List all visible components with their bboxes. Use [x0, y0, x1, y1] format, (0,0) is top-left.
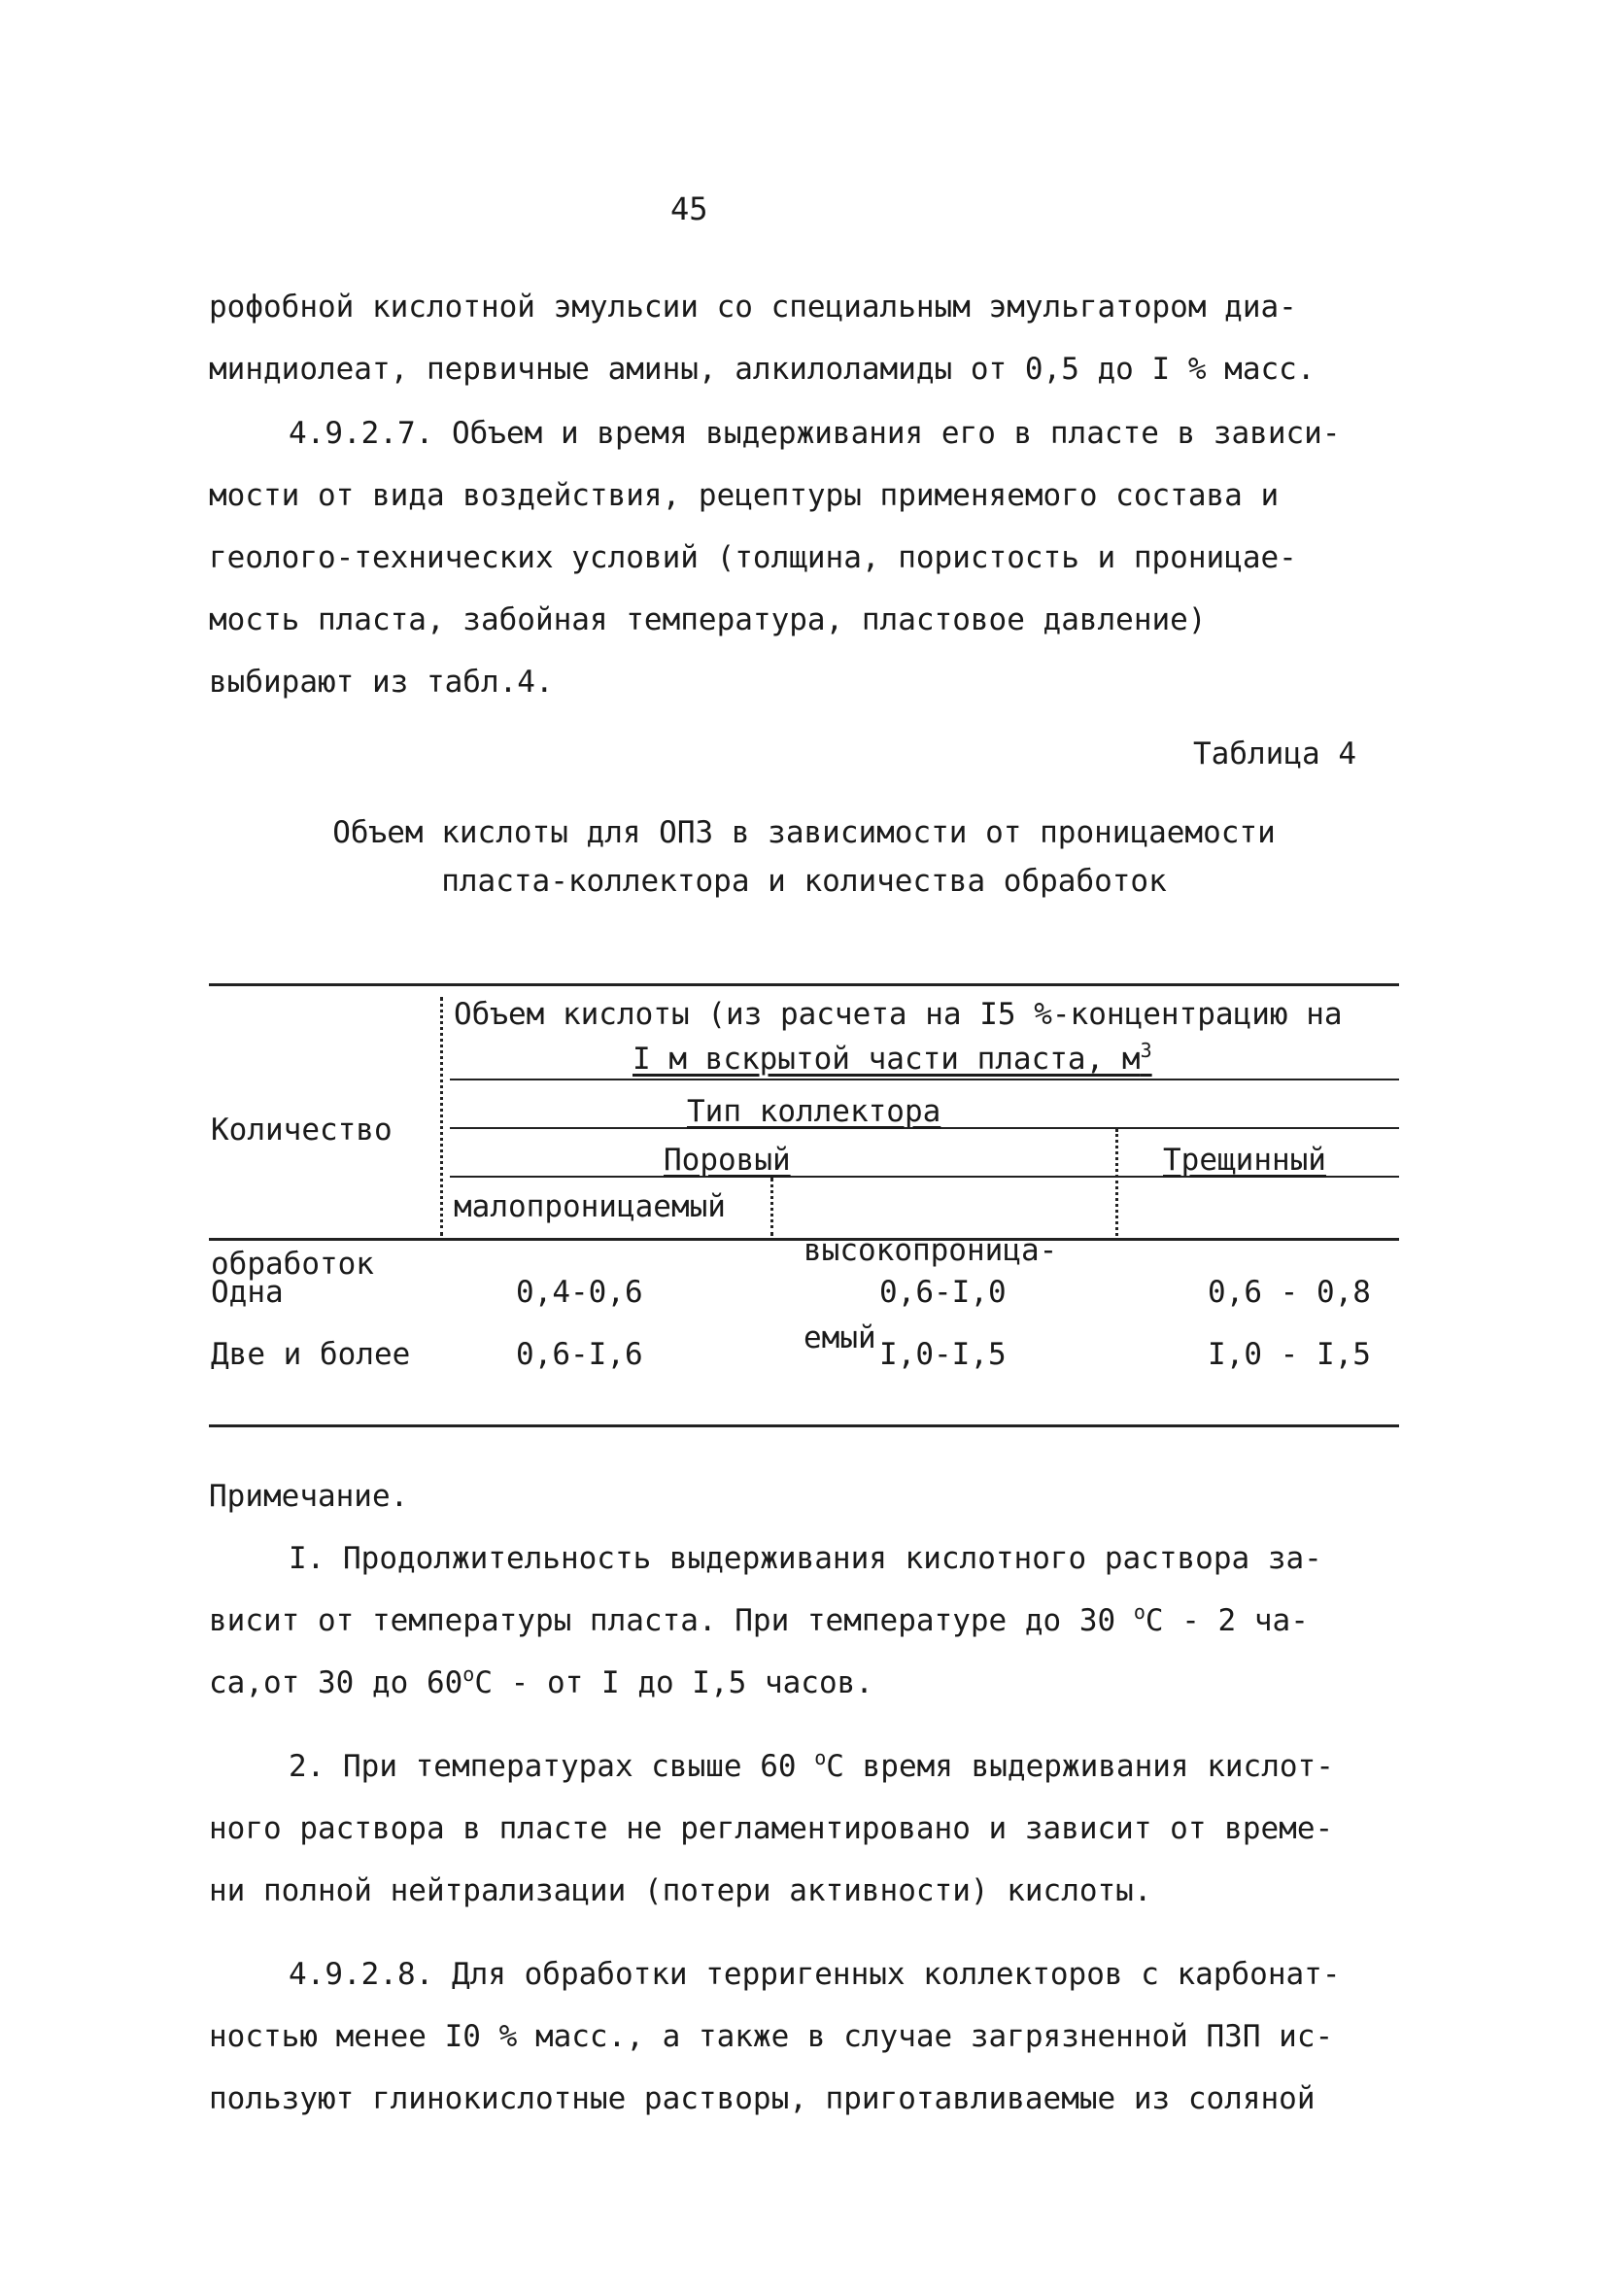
cell-low-perm: 0,6-I,6 [516, 1337, 643, 1372]
table-top-rule [209, 983, 1399, 986]
header-collector-type: Тип коллектора [687, 1094, 941, 1129]
degree-sign: о [462, 1662, 475, 1686]
header-acid-volume-line2-text: I м вскрытой части пласта, м [633, 1042, 1141, 1077]
note-line [209, 1735, 1399, 1798]
header-low-permeable: малопроницаемый [454, 1189, 726, 1224]
text-line: миндиолеат, первичные амины, алкилоламиды от 0,5 до I % масс. [209, 352, 1316, 387]
cell-fractured: I,0 - I,5 [1208, 1337, 1371, 1372]
text-line: мость пласта, забойная температура, пластовое давление) [209, 602, 1207, 637]
cell-fractured: 0,6 - 0,8 [1208, 1275, 1371, 1310]
note-text: С - от I до I,5 часов. [474, 1665, 873, 1700]
text-line: выбирают из табл.4. [209, 665, 554, 700]
cell-high-perm: I,0-I,5 [879, 1337, 1007, 1372]
text-line: мости от вида воздействия, рецептуры применяемого состава и [209, 478, 1280, 513]
cell-low-perm: 0,4-0,6 [516, 1275, 643, 1310]
row-label: Одна [211, 1275, 284, 1310]
note-text: 2. При температурах свыше 60 [289, 1749, 815, 1784]
table-column-separator [440, 997, 443, 1236]
header-treatments-line: обработок [211, 1247, 374, 1282]
table-title-line: Объем кислоты для ОПЗ в зависимости от проницаемости [332, 815, 1276, 850]
text-line: 4.9.2.8. Для обработки терригенных коллекторов с карбонат- [289, 1957, 1341, 1992]
degree-sign: о [814, 1746, 827, 1769]
header-porous: Поровый [664, 1143, 791, 1178]
cubic-superscript: 3 [1140, 1039, 1152, 1062]
header-high-permeable-line: емый [804, 1320, 876, 1355]
degree-sign: о [1133, 1600, 1145, 1624]
table-title [209, 808, 1399, 906]
table-column-separator [770, 1178, 773, 1236]
text-line: пользуют глинокислотные растворы, приготавливаемые из соляной [209, 2081, 1316, 2116]
cell-high-perm: 0,6-I,0 [879, 1275, 1007, 1310]
header-treatments [211, 1018, 393, 1376]
table-bottom-rule [209, 1424, 1399, 1427]
note-label: Примечание. [209, 1479, 409, 1514]
header-fractured: Трещинный [1163, 1143, 1326, 1178]
text-line: рофобной кислотной эмульсии со специальным эмульгатором диа- [209, 290, 1297, 325]
header-acid-volume: Объем кислоты (из расчета на I5 %-концентрацию на [454, 997, 1343, 1032]
page-number: 45 [670, 190, 708, 227]
text-line: 4.9.2.7. Объем и время выдерживания его в пласте в зависи- [289, 416, 1341, 451]
table-title-line: пласта-коллектора и количества обработок [441, 864, 1167, 899]
paragraph-continuation [209, 276, 1399, 400]
header-high-permeable-line: высокопроница- [804, 1233, 1058, 1268]
note-text: висит от температуры пласта. При температуре до 30 [209, 1603, 1134, 1638]
note-text: С время выдерживания кислот- [826, 1749, 1334, 1784]
note-line: ного раствора в пласте не регламентировано и зависит от време- [209, 1811, 1334, 1846]
row-label: Две и более [211, 1337, 411, 1372]
table-column-separator [1115, 1129, 1118, 1236]
note-text: са,от 30 до 60 [209, 1665, 463, 1700]
header-treatments-line: Количество [211, 1113, 393, 1148]
acid-volume-table [209, 983, 1399, 1440]
paragraph-4-9-2-7 [209, 402, 1399, 713]
table-rule [450, 1079, 1399, 1080]
note-line: ни полной нейтрализации (потери активности) кислоты. [209, 1873, 1152, 1908]
header-acid-volume-line2 [633, 1039, 1152, 1077]
note-line: I. Продолжительность выдерживания кислотного раствора за- [289, 1541, 1322, 1576]
note-line [209, 1590, 1399, 1652]
table-note [209, 1465, 1399, 2130]
text-line: ностью менее I0 % масс., а также в случае загрязненной ПЗП ис- [209, 2019, 1334, 2054]
table-caption: Таблица 4 [1193, 737, 1356, 771]
text-line: геолого-технических условий (толщина, пористость и проницае- [209, 540, 1297, 575]
note-text: С - 2 ча- [1145, 1603, 1309, 1638]
note-line [209, 1652, 1399, 1714]
